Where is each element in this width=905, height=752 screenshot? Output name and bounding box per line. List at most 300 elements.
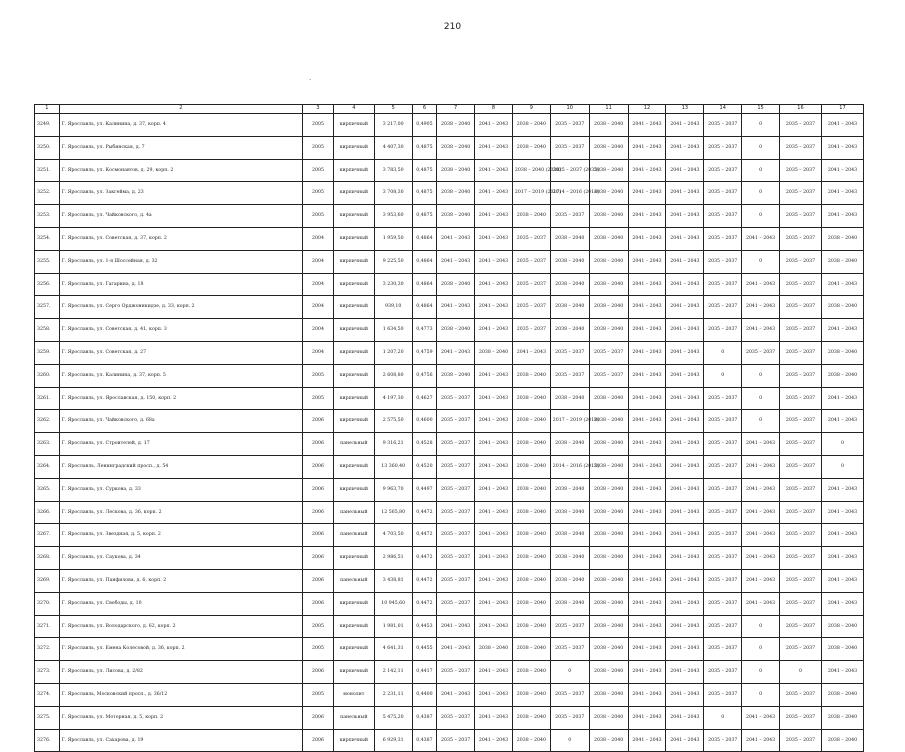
table-cell: 2041 – 2043 xyxy=(475,615,513,638)
column-header: 10 xyxy=(550,105,589,114)
table-cell: 2041 – 2043 xyxy=(628,159,666,182)
table-cell: 2041 – 2043 xyxy=(628,319,666,342)
table-cell: кирпичный xyxy=(333,547,374,570)
table-cell: 2041 – 2043 xyxy=(742,706,780,729)
table-cell: 2035 – 2037 xyxy=(780,319,822,342)
page-mark: . xyxy=(309,74,312,82)
table-cell: 5 475,20 xyxy=(374,706,412,729)
table-cell: 2041 – 2043 xyxy=(628,501,666,524)
column-header: 17 xyxy=(821,105,863,114)
table-cell: 2038 – 2040 xyxy=(550,273,589,296)
table-cell: 2041 – 2043 xyxy=(628,341,666,364)
address-cell: Г. Ярославль, ул. Закгейма, д. 23 xyxy=(59,182,303,205)
table-cell: 2035 – 2037 xyxy=(550,205,589,228)
address-cell: Г. Ярославль, ул. Космонавтов, д. 29, корп. 2 xyxy=(59,159,303,182)
table-cell: 2038 – 2040 xyxy=(475,638,513,661)
table-cell: 2038 – 2040 xyxy=(821,729,863,752)
table-cell: панельный xyxy=(333,569,374,592)
table-cell: 2035 – 2037 xyxy=(437,729,475,752)
table-cell: 2041 – 2043 xyxy=(742,569,780,592)
table-cell: 2041 – 2043 xyxy=(666,182,704,205)
table-cell: 2014 – 2016 (2015) xyxy=(550,455,589,478)
table-cell: 2041 – 2043 xyxy=(475,273,513,296)
table-cell: 2005 xyxy=(303,387,334,410)
table-cell: 2041 – 2043 xyxy=(437,227,475,250)
column-header: 11 xyxy=(589,105,628,114)
table-cell: 2038 – 2040 xyxy=(589,615,628,638)
table-cell: 2038 – 2040 xyxy=(512,114,550,137)
table-cell: 2035 – 2037 xyxy=(704,250,742,273)
table-cell: 2041 – 2043 xyxy=(475,227,513,250)
table-cell: 2035 – 2037 xyxy=(780,341,822,364)
table-cell: 2041 – 2043 xyxy=(437,341,475,364)
table-cell: кирпичный xyxy=(333,364,374,387)
table-cell: 2041 – 2043 xyxy=(475,592,513,615)
table-cell: 2038 – 2040 xyxy=(589,296,628,319)
table-cell: 0,4905 xyxy=(412,114,437,137)
table-cell: 3254. xyxy=(35,227,60,250)
table-cell: 2014 – 2016 (2014) xyxy=(550,182,589,205)
table-cell: 2041 – 2043 xyxy=(628,729,666,752)
table-cell: 2035 – 2037 xyxy=(780,729,822,752)
table-cell: 3266. xyxy=(35,501,60,524)
table-cell: 2038 – 2040 xyxy=(512,615,550,638)
table-cell: 10 945,60 xyxy=(374,592,412,615)
table-row xyxy=(35,136,864,159)
table-cell: 2041 – 2043 xyxy=(742,227,780,250)
table-cell: 2038 – 2040 xyxy=(589,136,628,159)
table-cell: 0 xyxy=(742,615,780,638)
table-cell: 2035 – 2037 xyxy=(704,547,742,570)
table-cell: 2038 – 2040 xyxy=(589,182,628,205)
table-cell: 2041 – 2043 xyxy=(628,410,666,433)
address-cell: Г. Ярославль, ул. Чайковского, д. 68а xyxy=(59,410,303,433)
table-cell: 2038 – 2040 xyxy=(550,569,589,592)
table-cell: 2041 – 2043 xyxy=(628,592,666,615)
table-cell: 2035 – 2037 xyxy=(512,319,550,342)
table-cell: кирпичный xyxy=(333,341,374,364)
table-cell: 3270. xyxy=(35,592,60,615)
table-cell: 2041 – 2043 xyxy=(628,227,666,250)
table-cell: 2035 – 2037 xyxy=(512,250,550,273)
column-header: 15 xyxy=(742,105,780,114)
table-cell: 2041 – 2043 xyxy=(437,683,475,706)
table-cell: 2035 – 2037 xyxy=(589,364,628,387)
table-cell: 2 608,80 xyxy=(374,364,412,387)
table-row xyxy=(35,182,864,205)
table-cell: 2006 xyxy=(303,524,334,547)
table-cell: 2035 – 2037 xyxy=(780,455,822,478)
table-cell: 2041 – 2043 xyxy=(475,569,513,592)
table-cell: 0 xyxy=(742,638,780,661)
table-cell: 1 634,50 xyxy=(374,319,412,342)
table-cell: 2038 – 2040 xyxy=(821,683,863,706)
table-cell: 2041 – 2043 xyxy=(742,296,780,319)
table-cell: 2041 – 2043 xyxy=(475,364,513,387)
table-cell: 0,4875 xyxy=(412,159,437,182)
table-cell: 3 708,30 xyxy=(374,182,412,205)
address-cell: Г. Ярославль, ул. Лисова, д. 2/82 xyxy=(59,661,303,684)
table-cell: 2038 – 2040 xyxy=(589,638,628,661)
table-cell: 2005 xyxy=(303,683,334,706)
table-row xyxy=(35,364,864,387)
table-cell: 0,4864 xyxy=(412,250,437,273)
table-cell: 2041 – 2043 xyxy=(628,683,666,706)
table-cell: 0,4528 xyxy=(412,433,437,456)
table-cell: 2004 xyxy=(303,341,334,364)
table-cell: 2041 – 2043 xyxy=(821,661,863,684)
table-cell: 2035 – 2037 xyxy=(780,638,822,661)
table-cell: 2038 – 2040 xyxy=(512,569,550,592)
table-cell: 2041 – 2043 xyxy=(742,592,780,615)
table-cell: 2038 – 2040 xyxy=(512,661,550,684)
column-header: 6 xyxy=(412,105,437,114)
table-cell: 2038 – 2040 xyxy=(512,706,550,729)
table-cell: 2041 – 2043 xyxy=(475,433,513,456)
table-cell: 2038 – 2040 xyxy=(821,615,863,638)
table-cell: кирпичный xyxy=(333,319,374,342)
table-cell: 0,4497 xyxy=(412,478,437,501)
table-cell: 2035 – 2037 xyxy=(780,364,822,387)
table-cell: кирпичный xyxy=(333,729,374,752)
column-header: 2 xyxy=(59,105,303,114)
address-cell: Г. Ярославль, ул. Чайковского, д. 4а xyxy=(59,205,303,228)
table-cell: 2035 – 2037 xyxy=(780,524,822,547)
table-cell: 2041 – 2043 xyxy=(666,592,704,615)
table-cell: 2041 – 2043 xyxy=(628,524,666,547)
table-cell: 2038 – 2040 xyxy=(550,387,589,410)
address-cell: Г. Ярославль, Московский просп., д. 36/12 xyxy=(59,683,303,706)
table-cell: 3269. xyxy=(35,569,60,592)
table-cell: 2035 – 2037 xyxy=(780,433,822,456)
table-cell: 0,4472 xyxy=(412,569,437,592)
table-cell: 2041 – 2043 xyxy=(628,364,666,387)
address-cell: Г. Ярославль, ул. Советская, д. 41, корп. 3 xyxy=(59,319,303,342)
table-cell: 2038 – 2040 xyxy=(550,227,589,250)
table-cell: 0 xyxy=(742,250,780,273)
table-row xyxy=(35,706,864,729)
table-cell: 2041 – 2043 xyxy=(666,683,704,706)
table-cell: 0 xyxy=(742,205,780,228)
table-cell: 2041 – 2043 xyxy=(666,478,704,501)
table-cell: 2038 – 2040 xyxy=(437,319,475,342)
table-cell: 2041 – 2043 xyxy=(666,296,704,319)
address-cell: Г. Ярославль, ул. Лескова, д. 36, корп. 2 xyxy=(59,501,303,524)
table-cell: 0 xyxy=(742,683,780,706)
table-row xyxy=(35,433,864,456)
table-cell: 3268. xyxy=(35,547,60,570)
table-cell: 2035 – 2037 xyxy=(780,182,822,205)
table-cell: 2038 – 2040 xyxy=(550,478,589,501)
table-cell: 3250. xyxy=(35,136,60,159)
table-cell: 2035 – 2037 xyxy=(704,683,742,706)
table-cell: 2035 – 2037 xyxy=(780,205,822,228)
address-cell: Г. Ярославль, ул. Калинина, д. 37, корп. 4 xyxy=(59,114,303,137)
table-row xyxy=(35,341,864,364)
table-cell: 2041 – 2043 xyxy=(628,387,666,410)
table-cell: 2035 – 2037 xyxy=(704,319,742,342)
table-cell: 2041 – 2043 xyxy=(475,205,513,228)
table-cell: 13 360,40 xyxy=(374,455,412,478)
header-row xyxy=(35,105,864,114)
table-cell: 2038 – 2040 xyxy=(821,706,863,729)
address-cell: Г. Ярославль, ул. Гагарина, д. 18 xyxy=(59,273,303,296)
table-cell: 3 953,60 xyxy=(374,205,412,228)
table-cell: 2041 – 2043 xyxy=(628,478,666,501)
table-cell: 2038 – 2040 xyxy=(437,159,475,182)
table-cell: 2041 – 2043 xyxy=(475,706,513,729)
table-cell: 2041 – 2043 xyxy=(821,592,863,615)
table-cell: 0 xyxy=(780,661,822,684)
table-cell: 2041 – 2043 xyxy=(666,364,704,387)
table-cell: 2041 – 2043 xyxy=(475,661,513,684)
table-cell: 2041 – 2043 xyxy=(821,319,863,342)
table-cell: 2035 – 2037 xyxy=(550,136,589,159)
table-cell: 4 703,50 xyxy=(374,524,412,547)
table-cell: 2006 xyxy=(303,661,334,684)
column-header: 13 xyxy=(666,105,704,114)
table-cell: 3249. xyxy=(35,114,60,137)
table-cell: 2041 – 2043 xyxy=(475,524,513,547)
table-cell: 2035 – 2037 xyxy=(780,501,822,524)
table-cell: 2035 – 2037 xyxy=(704,387,742,410)
table-row xyxy=(35,455,864,478)
table-cell: кирпичный xyxy=(333,661,374,684)
table-cell: 3253. xyxy=(35,205,60,228)
table-cell: 2035 – 2037 xyxy=(704,205,742,228)
column-header: 7 xyxy=(437,105,475,114)
table-cell: 4 197,30 xyxy=(374,387,412,410)
table-cell: 6 929,31 xyxy=(374,729,412,752)
table-cell: 3 783,50 xyxy=(374,159,412,182)
table-cell: 2035 – 2037 xyxy=(437,547,475,570)
table-cell: кирпичный xyxy=(333,296,374,319)
address-cell: Г. Ярославль, Ленинградский просп., д. 54 xyxy=(59,455,303,478)
table-cell: 0 xyxy=(704,364,742,387)
table-cell: 2041 – 2043 xyxy=(628,706,666,729)
table-cell: 2038 – 2040 xyxy=(589,410,628,433)
table-cell: 2041 – 2043 xyxy=(512,341,550,364)
table-cell: 2035 – 2037 xyxy=(437,478,475,501)
table-cell: 2004 xyxy=(303,296,334,319)
table-cell: 2038 – 2040 xyxy=(512,683,550,706)
table-cell: 2041 – 2043 xyxy=(666,638,704,661)
address-cell: Г. Ярославль, ул. Калинина, д. 37, корп. 5 xyxy=(59,364,303,387)
table-cell: 2041 – 2043 xyxy=(821,501,863,524)
table-cell: 2035 – 2037 xyxy=(780,227,822,250)
table-cell: 2035 – 2037 xyxy=(780,159,822,182)
table-cell: 2035 – 2037 xyxy=(437,592,475,615)
table-cell: 2041 – 2043 xyxy=(666,341,704,364)
table-cell: 0 xyxy=(742,661,780,684)
table-cell: 3262. xyxy=(35,410,60,433)
table-cell: 2041 – 2043 xyxy=(437,615,475,638)
table-cell: 2035 – 2037 xyxy=(780,114,822,137)
table-cell: 2038 – 2040 xyxy=(589,227,628,250)
table-cell: кирпичный xyxy=(333,250,374,273)
table-cell: кирпичный xyxy=(333,638,374,661)
table-cell: 4 641,31 xyxy=(374,638,412,661)
table-cell: 2041 – 2043 xyxy=(475,387,513,410)
table-cell: 2038 – 2040 xyxy=(512,592,550,615)
table-cell: 2035 – 2037 xyxy=(550,341,589,364)
table-cell: кирпичный xyxy=(333,136,374,159)
table-cell: 0,4756 xyxy=(412,364,437,387)
table-cell: 2006 xyxy=(303,455,334,478)
table-cell: 2041 – 2043 xyxy=(666,433,704,456)
column-header: 16 xyxy=(780,105,822,114)
table-row xyxy=(35,205,864,228)
table-cell: 2004 xyxy=(303,319,334,342)
column-header: 9 xyxy=(512,105,550,114)
table-cell: 2038 – 2040 xyxy=(437,114,475,137)
table-cell: 2035 – 2037 xyxy=(780,547,822,570)
address-cell: Г. Ярославль, ул. Рыбинская, д. 7 xyxy=(59,136,303,159)
table-cell: 2035 – 2037 xyxy=(437,524,475,547)
table-cell: 3257. xyxy=(35,296,60,319)
table-cell: 2038 – 2040 xyxy=(550,592,589,615)
table-cell: 2041 – 2043 xyxy=(628,250,666,273)
table-cell: 3267. xyxy=(35,524,60,547)
table-cell: 2035 – 2037 xyxy=(704,569,742,592)
table-cell: 2041 – 2043 xyxy=(821,387,863,410)
table-row xyxy=(35,319,864,342)
table-cell: 2041 – 2043 xyxy=(475,683,513,706)
table-cell: 2041 – 2043 xyxy=(666,273,704,296)
table-cell: 2035 – 2037 xyxy=(437,569,475,592)
table-cell: 0,4387 xyxy=(412,729,437,752)
table-cell: 2 986,51 xyxy=(374,547,412,570)
table-cell: 2041 – 2043 xyxy=(437,638,475,661)
table-cell: 3265. xyxy=(35,478,60,501)
table-row xyxy=(35,569,864,592)
table-cell: 2041 – 2043 xyxy=(821,478,863,501)
table-cell: панельный xyxy=(333,706,374,729)
address-cell: Г. Ярославль, ул. Саукова, д. 34 xyxy=(59,547,303,570)
table-cell: 2006 xyxy=(303,569,334,592)
table-cell: 0,4759 xyxy=(412,341,437,364)
table-cell: 2006 xyxy=(303,592,334,615)
table-cell: 2038 – 2040 xyxy=(589,205,628,228)
table-cell: 2038 – 2040 xyxy=(512,729,550,752)
table-cell: 2041 – 2043 xyxy=(628,661,666,684)
table-cell: 2035 – 2037 xyxy=(704,273,742,296)
table-cell: 3260. xyxy=(35,364,60,387)
table-cell: 0,4472 xyxy=(412,501,437,524)
table-cell: 3 438,81 xyxy=(374,569,412,592)
table-cell: 4 407,30 xyxy=(374,136,412,159)
table-cell: 2035 – 2037 xyxy=(550,706,589,729)
column-header: 8 xyxy=(475,105,513,114)
table-cell: 2041 – 2043 xyxy=(475,455,513,478)
table-cell: 2038 – 2040 xyxy=(512,524,550,547)
table-row xyxy=(35,638,864,661)
address-cell: Г. Ярославль, ул. Строителей, д. 17 xyxy=(59,433,303,456)
table-cell: 2041 – 2043 xyxy=(475,182,513,205)
table-cell: 2006 xyxy=(303,478,334,501)
table-cell: 2035 – 2037 xyxy=(780,136,822,159)
table-cell: 2004 xyxy=(303,273,334,296)
table-cell: 2035 – 2037 xyxy=(512,227,550,250)
table-cell: 3 217,00 xyxy=(374,114,412,137)
table-cell: 2038 – 2040 xyxy=(589,524,628,547)
table-cell: 2041 – 2043 xyxy=(666,227,704,250)
table-cell: 0 xyxy=(742,136,780,159)
table-cell: 3263. xyxy=(35,433,60,456)
table-cell: 0,4627 xyxy=(412,387,437,410)
table-cell: кирпичный xyxy=(333,410,374,433)
table-row xyxy=(35,387,864,410)
table-cell: 2038 – 2040 xyxy=(589,433,628,456)
table-cell: 2041 – 2043 xyxy=(628,136,666,159)
address-cell: Г. Ярославль, ул. Сахарова, д. 19 xyxy=(59,729,303,752)
table-cell: 1 959,50 xyxy=(374,227,412,250)
table-cell: 0 xyxy=(821,433,863,456)
table-cell: 2035 – 2037 xyxy=(704,159,742,182)
column-header: 14 xyxy=(704,105,742,114)
address-cell: Г. Ярославль, ул. Серго Орджоникидзе, д. 33, корп. 2 xyxy=(59,296,303,319)
table-row xyxy=(35,524,864,547)
table-cell: 2 575,50 xyxy=(374,410,412,433)
table-cell: 2038 – 2040 xyxy=(589,706,628,729)
table-cell: 3 230,30 xyxy=(374,273,412,296)
address-cell: Г. Ярославль, ул. Ярославская, д. 150, корп. 2 xyxy=(59,387,303,410)
table-cell: 2041 – 2043 xyxy=(666,114,704,137)
table-cell: 2035 – 2037 xyxy=(704,182,742,205)
table-cell: 2035 – 2037 xyxy=(512,273,550,296)
table-cell: 0 xyxy=(550,661,589,684)
table-cell: 2035 – 2037 xyxy=(704,227,742,250)
address-cell: Г. Ярославль, ул. Советская, д. 27 xyxy=(59,341,303,364)
table-cell: 2038 – 2040 xyxy=(589,729,628,752)
table-cell: 2 231,11 xyxy=(374,683,412,706)
table-cell: 2038 – 2040 xyxy=(437,364,475,387)
table-cell: 2038 – 2040 xyxy=(512,136,550,159)
table-cell: 0 xyxy=(704,341,742,364)
table-cell: 2041 – 2043 xyxy=(666,729,704,752)
column-header: 4 xyxy=(333,105,374,114)
table-cell: 2038 – 2040 xyxy=(589,661,628,684)
table-cell: 0 xyxy=(821,455,863,478)
table-row xyxy=(35,273,864,296)
table-cell: кирпичный xyxy=(333,273,374,296)
table-cell: 2041 – 2043 xyxy=(475,114,513,137)
table-cell: 2035 – 2037 xyxy=(550,114,589,137)
table-cell: 2035 – 2037 xyxy=(780,592,822,615)
table-cell: монолит xyxy=(333,683,374,706)
table-cell: кирпичный xyxy=(333,205,374,228)
table-cell: 2041 – 2043 xyxy=(666,136,704,159)
table-cell: 2038 – 2040 xyxy=(589,319,628,342)
table-cell: 2005 xyxy=(303,114,334,137)
table-cell: 2005 xyxy=(303,182,334,205)
table-cell: 0,4773 xyxy=(412,319,437,342)
table-cell: 2041 – 2043 xyxy=(666,501,704,524)
table-cell: 2041 – 2043 xyxy=(475,501,513,524)
table-cell: 2006 xyxy=(303,547,334,570)
table-cell: 2006 xyxy=(303,706,334,729)
table-cell: 0 xyxy=(704,706,742,729)
table-cell: 2041 – 2043 xyxy=(628,433,666,456)
table-row xyxy=(35,159,864,182)
table-cell: кирпичный xyxy=(333,455,374,478)
table-cell: 2005 xyxy=(303,615,334,638)
table-cell: 2041 – 2043 xyxy=(628,638,666,661)
table-cell: 2038 – 2040 xyxy=(821,250,863,273)
table-cell: 3259. xyxy=(35,341,60,364)
table-cell: 2041 – 2043 xyxy=(742,524,780,547)
table-cell: 2041 – 2043 xyxy=(742,478,780,501)
